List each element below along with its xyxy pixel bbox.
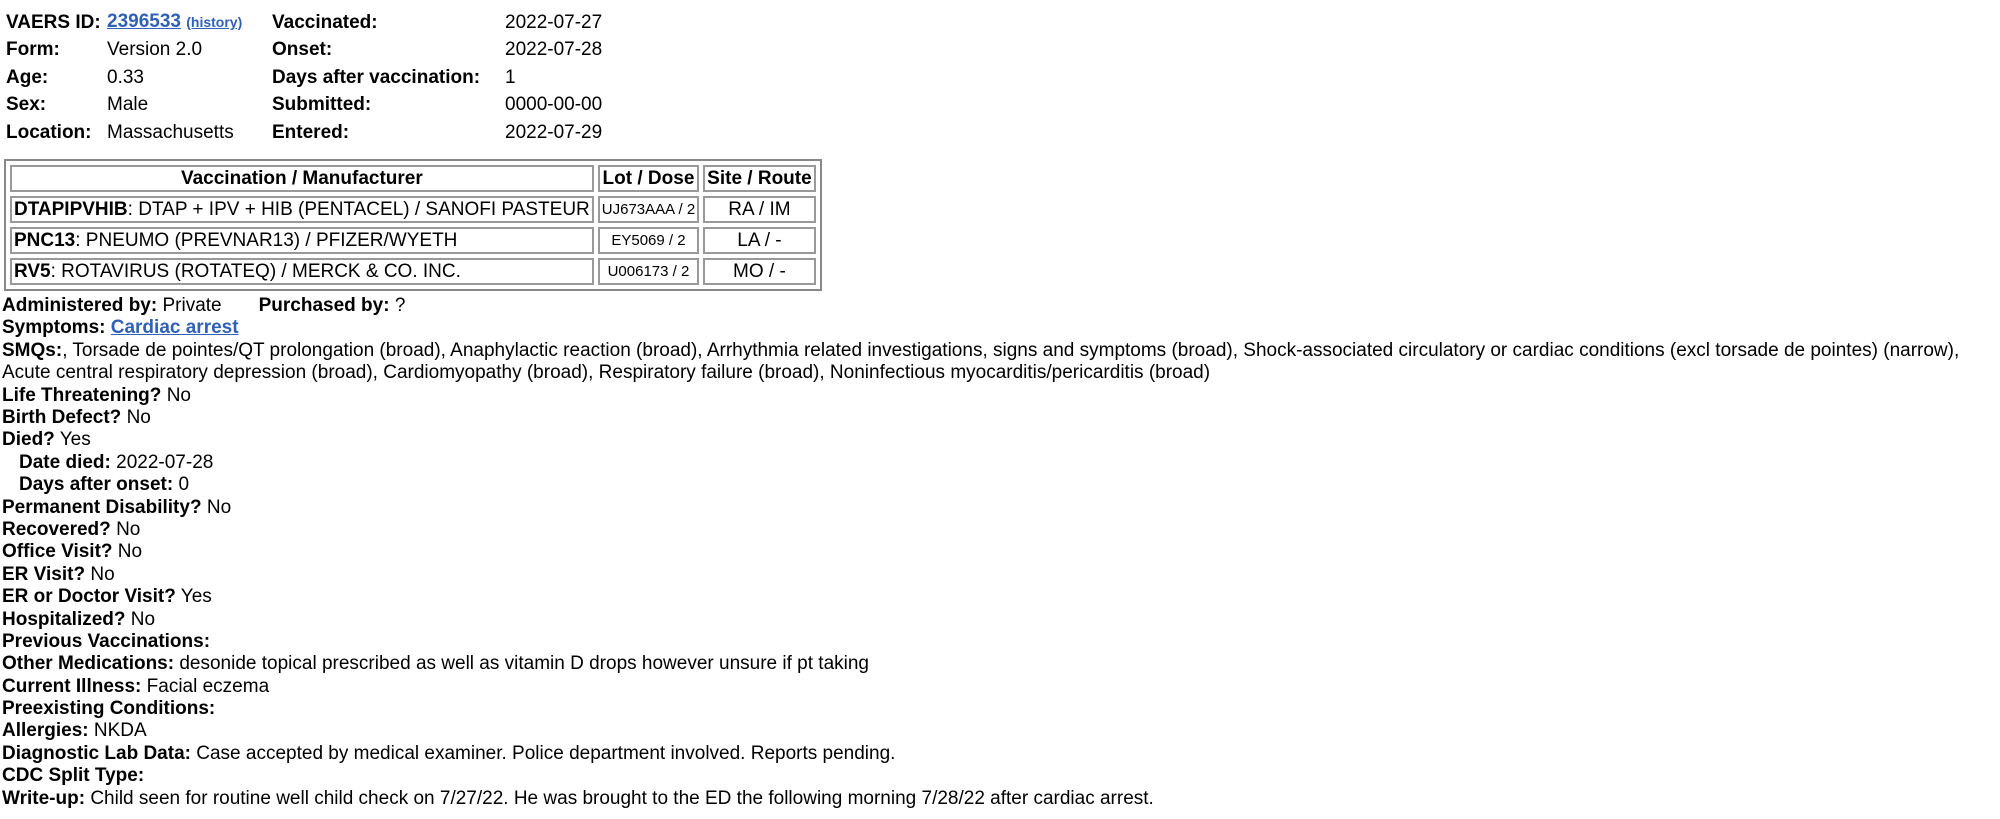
recovered-label: Recovered? bbox=[2, 518, 111, 540]
recovered-row bbox=[2, 519, 1997, 541]
hospitalized-row bbox=[2, 609, 1997, 631]
smqs-value: , Torsade de pointes/QT prolongation (broad), Anaphylactic reaction (broad), Arrhythmia related investigations, signs and symptoms (broad), Shock-associated circulatory or cardiac conditions (excl torsade de pointes) (narrow), Acute central respiratory depression (broad), Cardiomyopathy (broad), Respiratory failure (broad), Noninfectious myocarditis/pericarditis (broad) bbox=[2, 339, 1960, 384]
previous-vaccinations-row bbox=[2, 631, 1997, 653]
hospitalized-value: No bbox=[130, 608, 156, 630]
allergies-row bbox=[2, 720, 1997, 742]
age-label: Age: bbox=[6, 66, 49, 88]
died-value: Yes bbox=[59, 429, 91, 451]
symptoms-row bbox=[2, 317, 1997, 339]
vaccine-description: : ROTAVIRUS (ROTATEQ) / MERCK & CO. INC. bbox=[50, 261, 461, 282]
site-route-cell: RA / IM bbox=[703, 196, 816, 223]
sex-value: Male bbox=[107, 94, 149, 116]
form-value: Version 2.0 bbox=[107, 39, 203, 61]
date-died-row bbox=[2, 452, 1997, 474]
writeup-value: Child seen for routine well child check on 7/27/22. He was brought to the ED the following morning 7/28/22 after cardiac arrest. bbox=[90, 787, 1154, 809]
days-after-onset-value: 0 bbox=[178, 474, 190, 496]
administered-label: Administered by: bbox=[2, 295, 158, 316]
onset-label: Onset: bbox=[272, 39, 333, 61]
location-value: Massachusetts bbox=[107, 121, 234, 143]
symptoms-label: Symptoms: bbox=[2, 317, 106, 339]
current-illness-row bbox=[2, 676, 1997, 698]
days-after-onset-label: Days after onset: bbox=[19, 474, 174, 496]
allergies-value: NKDA bbox=[93, 720, 147, 742]
age-value: 0.33 bbox=[107, 66, 144, 88]
purchased-value: ? bbox=[394, 295, 406, 316]
writeup-label: Write-up: bbox=[2, 787, 86, 809]
er-visit-value: No bbox=[90, 563, 115, 585]
permanent-disability-value: No bbox=[206, 496, 232, 518]
diagnostic-lab-label: Diagnostic Lab Data: bbox=[2, 742, 191, 764]
permanent-disability-row bbox=[2, 497, 1997, 519]
office-visit-value: No bbox=[117, 541, 143, 563]
vaccinated-label: Vaccinated: bbox=[272, 11, 378, 33]
administered-row bbox=[2, 295, 1997, 317]
preexisting-conditions-label: Preexisting Conditions: bbox=[2, 698, 216, 720]
vaers-id-link[interactable]: 2396533 bbox=[107, 11, 181, 32]
vaccine-code: RV5 bbox=[14, 261, 51, 282]
er-doctor-visit-row bbox=[2, 586, 1997, 608]
life-threatening-label: Life Threatening? bbox=[2, 384, 162, 406]
permanent-disability-label: Permanent Disability? bbox=[2, 496, 202, 518]
vaccine-description: : PNEUMO (PREVNAR13) / PFIZER/WYETH bbox=[75, 230, 458, 251]
er-doctor-visit-value: Yes bbox=[180, 586, 212, 608]
er-doctor-visit-label: ER or Doctor Visit? bbox=[2, 586, 176, 608]
died-label: Died? bbox=[2, 429, 55, 451]
other-medications-label: Other Medications: bbox=[2, 653, 175, 675]
preexisting-conditions-row bbox=[2, 698, 1997, 720]
vaccine-description: : DTAP + IPV + HIB (PENTACEL) / SANOFI PASTEUR bbox=[127, 199, 590, 220]
cdc-split-type-label: CDC Split Type: bbox=[2, 765, 145, 787]
current-illness-label: Current Illness: bbox=[2, 675, 142, 697]
office-visit-row bbox=[2, 541, 1997, 563]
submitted-label: Submitted: bbox=[272, 94, 372, 116]
er-visit-label: ER Visit? bbox=[2, 563, 86, 585]
recovered-value: No bbox=[116, 518, 141, 540]
vaers-id-label: VAERS ID: bbox=[6, 11, 101, 33]
current-illness-value: Facial eczema bbox=[146, 675, 270, 697]
vaccine-code: DTAPIPVHIB bbox=[14, 199, 128, 220]
header-table bbox=[6, 8, 602, 146]
days-after-onset-row bbox=[2, 474, 1997, 496]
column-header-lot-dose: Lot / Dose bbox=[598, 165, 699, 192]
days-after-vaccination-label: Days after vaccination: bbox=[272, 66, 481, 88]
birth-defect-row bbox=[2, 407, 1997, 429]
previous-vaccinations-label: Previous Vaccinations: bbox=[2, 630, 211, 652]
administered-value: Private bbox=[162, 295, 222, 316]
er-visit-row bbox=[2, 564, 1997, 586]
entered-value: 2022-07-29 bbox=[505, 121, 603, 143]
site-route-cell: LA / - bbox=[703, 227, 816, 254]
date-died-value: 2022-07-28 bbox=[116, 451, 214, 473]
table-row bbox=[10, 258, 816, 285]
birth-defect-label: Birth Defect? bbox=[2, 406, 122, 428]
onset-value: 2022-07-28 bbox=[505, 39, 603, 61]
entered-label: Entered: bbox=[272, 121, 350, 143]
allergies-label: Allergies: bbox=[2, 720, 89, 742]
died-row bbox=[2, 429, 1997, 451]
site-route-cell: MO / - bbox=[703, 258, 816, 285]
birth-defect-value: No bbox=[126, 406, 151, 428]
column-header-vaccination: Vaccination / Manufacturer bbox=[10, 165, 594, 192]
lot-dose-cell: UJ673AAA / 2 bbox=[598, 196, 699, 223]
diagnostic-lab-value: Case accepted by medical examiner. Police department involved. Reports pending. bbox=[196, 742, 896, 764]
vaccine-code: PNC13 bbox=[14, 230, 76, 251]
location-label: Location: bbox=[6, 121, 92, 143]
life-threatening-row bbox=[2, 385, 1997, 407]
history-link[interactable]: (history) bbox=[186, 14, 243, 30]
sex-label: Sex: bbox=[6, 94, 47, 116]
other-medications-row bbox=[2, 653, 1997, 675]
submitted-value: 0000-00-00 bbox=[505, 94, 603, 116]
purchased-label: Purchased by: bbox=[258, 295, 390, 316]
writeup-row bbox=[2, 788, 1997, 810]
lot-dose-cell: U006173 / 2 bbox=[598, 258, 699, 285]
column-header-site-route: Site / Route bbox=[703, 165, 816, 192]
cdc-split-type-row bbox=[2, 765, 1997, 787]
report-details bbox=[2, 295, 1997, 810]
hospitalized-label: Hospitalized? bbox=[2, 608, 126, 630]
vaccinated-value: 2022-07-27 bbox=[505, 11, 603, 33]
other-medications-value: desonide topical prescribed as well as vitamin D drops however unsure if pt taking bbox=[179, 653, 869, 675]
lot-dose-cell: EY5069 / 2 bbox=[598, 227, 699, 254]
life-threatening-value: No bbox=[166, 384, 191, 406]
table-row bbox=[10, 196, 816, 223]
smqs-row bbox=[2, 340, 1997, 385]
vaccination-table bbox=[4, 159, 822, 291]
symptom-link[interactable]: Cardiac arrest bbox=[110, 317, 239, 339]
table-row bbox=[10, 227, 816, 254]
form-label: Form: bbox=[6, 39, 60, 61]
office-visit-label: Office Visit? bbox=[2, 541, 113, 563]
date-died-label: Date died: bbox=[19, 451, 111, 473]
diagnostic-lab-row bbox=[2, 743, 1997, 765]
smqs-label: SMQs: bbox=[2, 339, 63, 361]
days-after-vaccination-value: 1 bbox=[505, 66, 516, 88]
